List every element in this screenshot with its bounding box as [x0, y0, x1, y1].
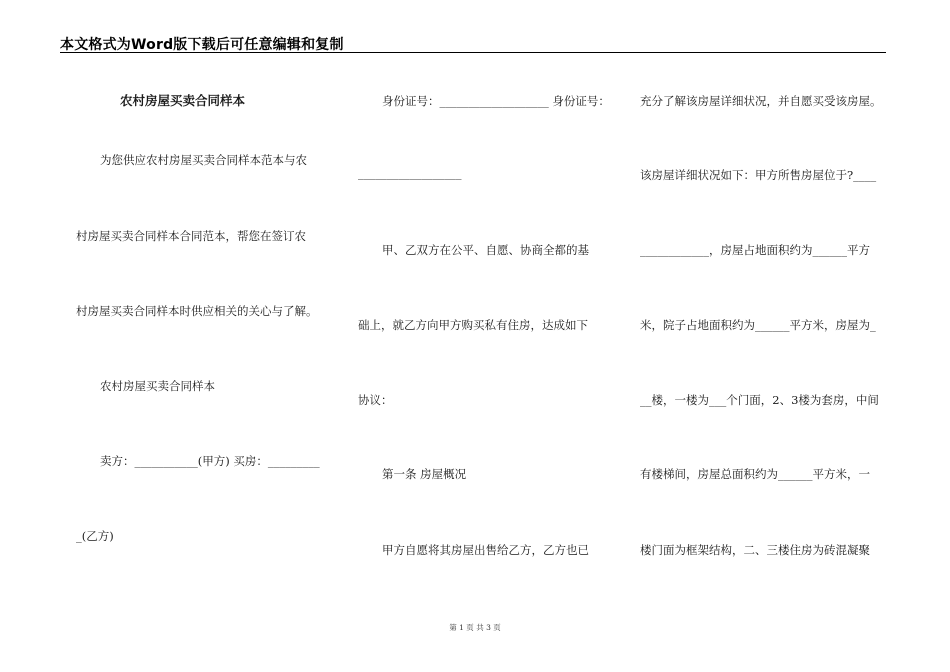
paragraph-line: 础上，就乙方向甲方购买私有住房，达成如下 — [358, 318, 588, 332]
section-heading: 农村房屋买卖合同样本 — [100, 379, 215, 393]
column-1 — [76, 0, 326, 672]
paragraph-line: __楼，一楼为___个门面，2、3楼为套房，中间 — [640, 393, 879, 407]
paragraph-line: __________________ — [358, 166, 462, 180]
paragraph-line: 甲方自愿将其房屋出售给乙方，乙方也已 — [382, 543, 589, 557]
paragraph-line: 身份证号：___________________ 身份证号： — [382, 94, 610, 108]
paragraph-line: 甲、乙双方在公平、自愿、协商全都的基 — [382, 243, 589, 257]
page-number: 第 1 页 共 3 页 — [449, 623, 501, 632]
paragraph-line: ____________，房屋占地面积约为______平方 — [640, 243, 870, 257]
document-header: 本文格式为Word版下载后可任意编辑和复制 — [60, 37, 344, 53]
paragraph-line: 充分了解该房屋详细状况，并自愿买受该房屋。 — [640, 94, 882, 108]
paragraph-line: _(乙方) — [76, 529, 114, 543]
paragraph-line: 米，院子占地面积约为______平方米，房屋为_ — [640, 318, 876, 332]
paragraph-line: 为您供应农村房屋买卖合同样本范本与农 — [100, 153, 307, 167]
paragraph-line: 村房屋买卖合同样本时供应相关的关心与了解。 — [76, 304, 318, 318]
paragraph-line: 协议： — [358, 393, 393, 407]
column-3 — [640, 0, 890, 672]
paragraph-line: 卖方：___________(甲方) 买房：_________ — [100, 454, 320, 468]
section-heading: 第一条 房屋概况 — [382, 467, 467, 481]
paragraph-line: 村房屋买卖合同样本合同范本，帮您在签订农 — [76, 229, 306, 243]
paragraph-line: 楼门面为框架结构，二、三楼住房为砖混凝聚 — [640, 543, 870, 557]
paragraph-line: 有楼梯间，房屋总面积约为______平方米，一 — [640, 467, 870, 481]
paragraph-line: 该房屋详细状况如下：甲方所售房屋位于?____ — [640, 168, 877, 182]
column-2 — [358, 0, 608, 672]
document-title: 农村房屋买卖合同样本 — [120, 93, 246, 108]
